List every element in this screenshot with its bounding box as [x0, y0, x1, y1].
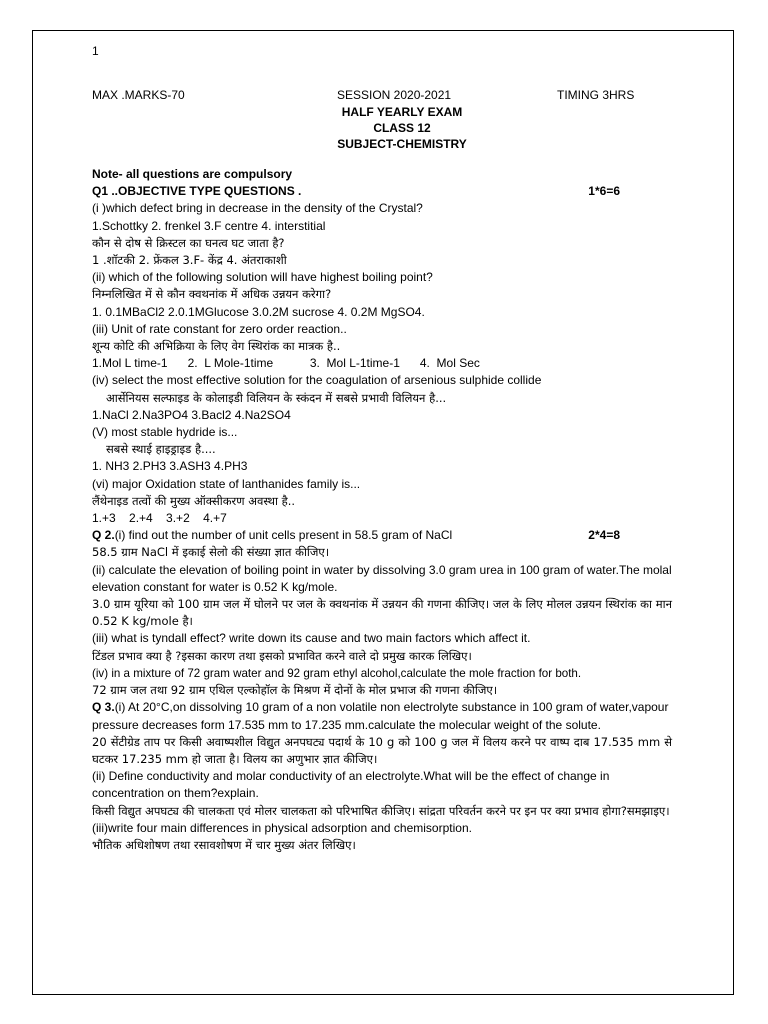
q1-line: 1 .शॉटकी 2. फ्रेंकल 3.F- केंद्र 4. अंतराकाशी [92, 253, 287, 268]
q1-title: Q1 ..OBJECTIVE TYPE QUESTIONS . [92, 184, 302, 199]
q2-line: (iv) in a mixture of 72 gram water and 92 gram ethyl alcohol,calculate the mole fraction for both. [92, 666, 582, 680]
q2-line: 72 ग्राम जल तथा 92 ग्राम एथिल एल्कोहॉल के मिश्रण में दोनों के मोल प्रभाज की गणना कीजिए। [92, 683, 498, 698]
q1-line: (iv) select the most effective solution for the coagulation of arsenious sulphide collide [92, 373, 542, 388]
q2-title: Q 2. [92, 528, 115, 543]
q1-line: 1.+3 2.+4 3.+2 4.+7 [92, 511, 227, 526]
class-title: CLASS 12 [373, 121, 431, 135]
q3-first [92, 699, 672, 733]
q1-line: (iii) Unit of rate constant for zero order reaction.. [92, 321, 347, 336]
q3-line: (ii) Define conductivity and molar conductivity of an electrolyte.What will be the effect of change in concentration on them?explain. [92, 769, 610, 801]
timing: TIMING 3HRS [557, 88, 635, 102]
q3-title: Q 3. [92, 700, 115, 715]
q2-heading [92, 527, 672, 544]
q1-line: 1. NH3 2.PH3 3.ASH3 4.PH3 [92, 459, 248, 474]
q1-line: आर्सेनियस सल्फाइड के कोलाइडी विलियन के स्कंदन में सबसे प्रभावी विलियन है... [106, 390, 447, 405]
q1-line: लैंथेनाइड तत्वों की मुख्य ऑक्सीकरण अवस्था है.. [92, 493, 296, 508]
q2-line: 3.0 ग्राम यूरिया को 100 ग्राम जल में घोलने पर जल के क्वथनांक में उन्नयन की गणना कीजिए। जल के लिए मोलल उन्नयन स्थिरांक का मान 0.52 K kg/mole है। [92, 597, 672, 629]
q1-line: (ii) which of the following solution will have highest boiling point? [92, 270, 433, 285]
q3-line: भौतिक अधिशोषण तथा रसावशोषण में चार मुख्य अंतर लिखिए। [92, 837, 356, 852]
exam-paper [92, 44, 672, 854]
q1-line: (V) most stable hydride is... [92, 425, 238, 440]
q3-line: किसी विद्युत अपघट्य की चालकता एवं मोलर चालकता को परिभाषित कीजिए। सांद्रता परिवर्तन करने पर इन पर क्या प्रभाव होगा?समझाइए। [92, 803, 670, 818]
q1-marks: 1*6=6 [588, 184, 620, 199]
q1-line: शून्य कोटि की अभिक्रिया के लिए वेग स्थिरांक का मात्रक है.. [92, 339, 341, 354]
q3-line: 20 सेंटीग्रेड ताप पर किसी अवाष्पशील विद्युत अनपघट्य पदार्थ के 10 g को 100 g जल में विलय करने पर वाष्प दाब 17.535 mm से घटकर 17.235 mm हो जाता है। विलय का अणुभार ज्ञात कीजिए। [92, 734, 672, 766]
q1-line: 1.Schottky 2. frenkel 3.F centre 4. interstitial [92, 218, 326, 233]
q1-line: 1.NaCl 2.Na3PO4 3.Bacl2 4.Na2SO4 [92, 407, 291, 422]
q2-first: (i) find out the number of unit cells present in 58.5 gram of NaCl [114, 528, 453, 543]
max-marks: MAX .MARKS-70 [92, 88, 185, 102]
page-number: 1 [92, 44, 99, 58]
subject-title: SUBJECT-CHEMISTRY [337, 137, 467, 151]
q2-line: 58.5 ग्राम NaCl में इकाई सेलो की संख्या ज्ञात कीजिए। [92, 545, 330, 560]
session: SESSION 2020-2021 [337, 88, 452, 102]
q2-line: (iii) what is tyndall effect? write down its cause and two main factors which affect it. [92, 631, 531, 646]
q1-heading [92, 183, 672, 200]
q1-line: सबसे स्थाई हाइड्राइड है.... [106, 442, 216, 457]
exam-meta [92, 88, 672, 102]
q1-line: (i )which defect bring in decrease in the density of the Crystal? [92, 201, 423, 216]
q1-line: निम्नलिखित में से कौन क्वथनांक में अधिक उन्नयन करेगा? [92, 287, 332, 302]
q3-first-text: (i) At 20°C,on dissolving 10 gram of a non volatile non electrolyte substance in 100 gram of water,vapour pressure decreases form 17.535 mm to 17.235 mm.calculate the molecular weight of the solute. [92, 700, 669, 732]
q1-line: 1.Mol L time-1 2. L Mole-1time 3. Mol L-1time-1 4. Mol Sec [92, 356, 480, 371]
q1-line: कौन से दोष से क्रिस्टल का घनत्व घट जाता है? [92, 235, 285, 250]
exam-title: HALF YEARLY EXAM [341, 105, 463, 119]
q3-line: (iii)write four main differences in physical adsorption and chemisorption. [92, 820, 472, 835]
q2-line: टिंडल प्रभाव क्या है ?इसका कारण तथा इसको प्रभावित करने वाले दो प्रमुख कारक लिखिए। [92, 648, 472, 663]
note: Note- all questions are compulsory [92, 167, 293, 181]
q2-line: (ii) calculate the elevation of boiling point in water by dissolving 3.0 gram urea in 100 gram of water.The molal elevation constant for water is 0.52 K kg/mole. [92, 562, 672, 594]
q1-line: (vi) major Oxidation state of lanthanides family is... [92, 476, 361, 491]
q1-line: 1. 0.1MBaCl2 2.0.1MGlucose 3.0.2M sucrose 4. 0.2M MgSO4. [92, 304, 425, 319]
q2-marks: 2*4=8 [588, 528, 620, 543]
